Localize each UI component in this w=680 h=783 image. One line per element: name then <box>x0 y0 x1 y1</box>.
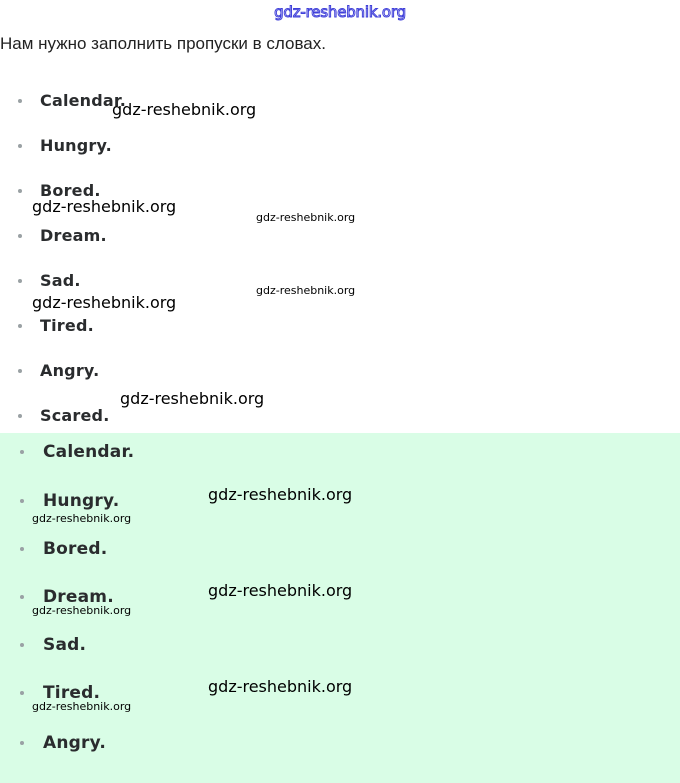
list-item-text: Bored. <box>43 539 108 559</box>
bullet-icon <box>18 144 22 148</box>
watermark-text: gdz-reshebnik.org <box>208 581 353 600</box>
watermark-text: gdz-reshebnik.org <box>32 700 132 713</box>
bullet-icon <box>20 643 24 647</box>
list-item-text: Angry. <box>43 733 106 753</box>
watermark-text: gdz-reshebnik.org <box>256 211 356 224</box>
list-item-text: Bored. <box>40 181 101 200</box>
bullet-icon <box>20 499 24 503</box>
site-watermark-header: gdz-reshebnik.org <box>274 3 406 21</box>
list-item-text: Tired. <box>43 683 101 703</box>
watermark-text: gdz-reshebnik.org <box>256 284 356 297</box>
watermark-text: gdz-reshebnik.org <box>208 677 353 696</box>
list-item-text: Calendar. <box>40 91 127 110</box>
list-item-text: Dream. <box>43 587 114 607</box>
list-item-text: Tired. <box>40 316 94 335</box>
watermark-text: gdz-reshebnik.org <box>112 100 257 119</box>
watermark-text: gdz-reshebnik.org <box>32 512 132 525</box>
bullet-icon <box>18 189 22 193</box>
list-item-text: Dream. <box>40 226 107 245</box>
bullet-icon <box>20 595 24 599</box>
list-item-text: Sad. <box>43 635 87 655</box>
watermark-text: gdz-reshebnik.org <box>208 485 353 504</box>
bullet-icon <box>18 369 22 373</box>
watermark-text: gdz-reshebnik.org <box>32 293 177 312</box>
bullet-icon <box>20 547 24 551</box>
watermark-text: gdz-reshebnik.org <box>120 389 265 408</box>
intro-text: Нам нужно заполнить пропуски в словах. <box>0 34 326 53</box>
bullet-icon <box>20 741 24 745</box>
list-item-text: Hungry. <box>40 136 112 155</box>
watermark-text: gdz-reshebnik.org <box>32 604 132 617</box>
bullet-icon <box>20 450 24 454</box>
list-item-text: Scared. <box>40 406 110 425</box>
bullet-icon <box>18 234 22 238</box>
watermark-text: gdz-reshebnik.org <box>32 197 177 216</box>
bullet-icon <box>20 691 24 695</box>
bullet-icon <box>18 99 22 103</box>
bullet-icon <box>18 414 22 418</box>
list-item-text: Angry. <box>40 361 100 380</box>
bullet-icon <box>18 324 22 328</box>
list-item-text: Calendar. <box>43 442 135 462</box>
list-item-text: Sad. <box>40 271 81 290</box>
bullet-icon <box>18 279 22 283</box>
list-item-text: Hungry. <box>43 491 120 511</box>
